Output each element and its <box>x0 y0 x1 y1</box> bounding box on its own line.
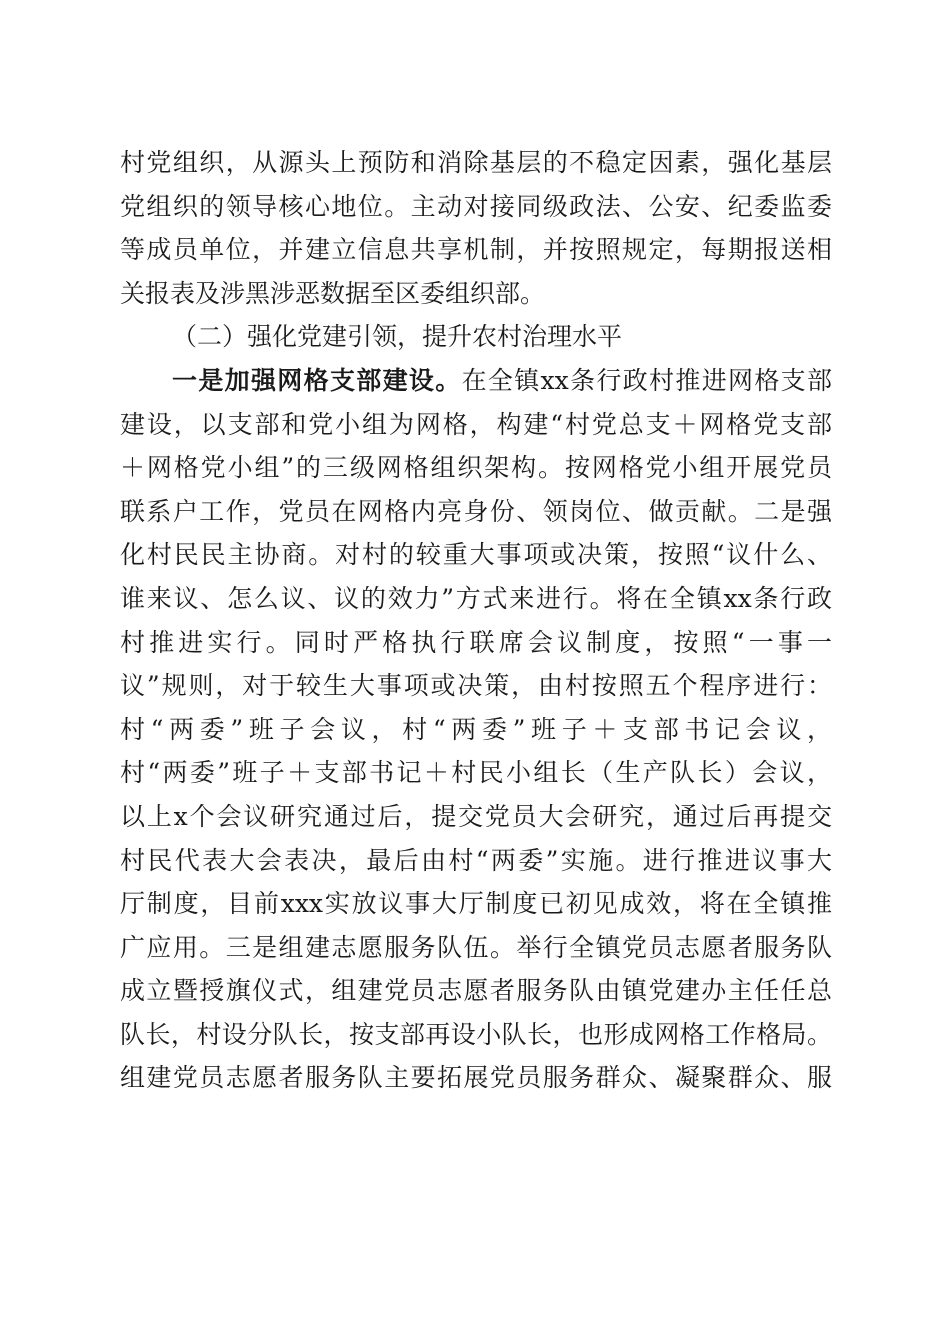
paragraph-line: 以上x个会议研究通过后，提交党员大会研究，通过后再提交 <box>120 801 832 831</box>
paragraph-line: ＋网格党小组”的三级网格组织架构。按网格党小组开展党员 <box>120 453 832 483</box>
paragraph-line: 村党组织，从源头上预防和消除基层的不稳定因素，强化基层 <box>120 148 832 177</box>
paragraph-line: 村推进实行。同时严格执行联席会议制度，按照“一事一 <box>120 627 832 657</box>
paragraph-line: 村“两委”班子会议，村“两委”班子＋支部书记会议， <box>120 714 832 744</box>
paragraph-line: 组建党员志愿者服务队主要拓展党员服务群众、凝聚群众、服 <box>120 1063 832 1093</box>
lead-bold-text: 一是加强网格支部建设。 <box>172 365 462 395</box>
paragraph-line: 成立暨授旗仪式，组建党员志愿者服务队由镇党建办主任任总 <box>120 976 832 1006</box>
paragraph-line: 议”规则，对于较生大事项或决策，由村按照五个程序进行： <box>120 671 832 701</box>
paragraph-line: 化村民民主协商。对村的较重大事项或决策，按照“议什么、 <box>120 540 832 570</box>
paragraph-line: 广应用。三是组建志愿服务队伍。举行全镇党员志愿者服务队 <box>120 932 832 962</box>
paragraph-line: 建设，以支部和党小组为网格，构建“村党总支＋网格党支部 <box>120 409 832 439</box>
paragraph-text: 在全镇xx条行政村推进网格支部 <box>461 365 832 395</box>
paragraph-line: 厅制度，目前xxx实放议事大厅制度已初见成效，将在全镇推 <box>120 889 832 919</box>
paragraph-line: 党组织的领导核心地位。主动对接同级政法、公安、纪委监委 <box>120 191 832 221</box>
paragraph-line: 谁来议、怎么议、议的效力”方式来进行。将在全镇xx条行政 <box>120 583 832 613</box>
section-heading: （二）强化党建引领，提升农村治理水平 <box>172 322 623 352</box>
paragraph-line: 联系户工作，党员在网格内亮身份、领岗位、做贡献。二是强 <box>120 496 832 526</box>
paragraph-line: 队长，村设分队长，按支部再设小队长，也形成网格工作格局。 <box>120 1019 832 1049</box>
paragraph-line: 等成员单位，并建立信息共享机制，并按照规定，每期报送相 <box>120 235 832 265</box>
paragraph-line: 村民代表大会表决，最后由村“两委”实施。进行推进议事大 <box>120 845 832 875</box>
document-body <box>120 141 832 1100</box>
paragraph-first-line <box>120 359 832 403</box>
paragraph-line: 关报表及涉黑涉恶数据至区委组织部。 <box>120 278 546 308</box>
paragraph-line: 村“两委”班子＋支部书记＋村民小组长（生产队长）会议， <box>120 758 832 788</box>
